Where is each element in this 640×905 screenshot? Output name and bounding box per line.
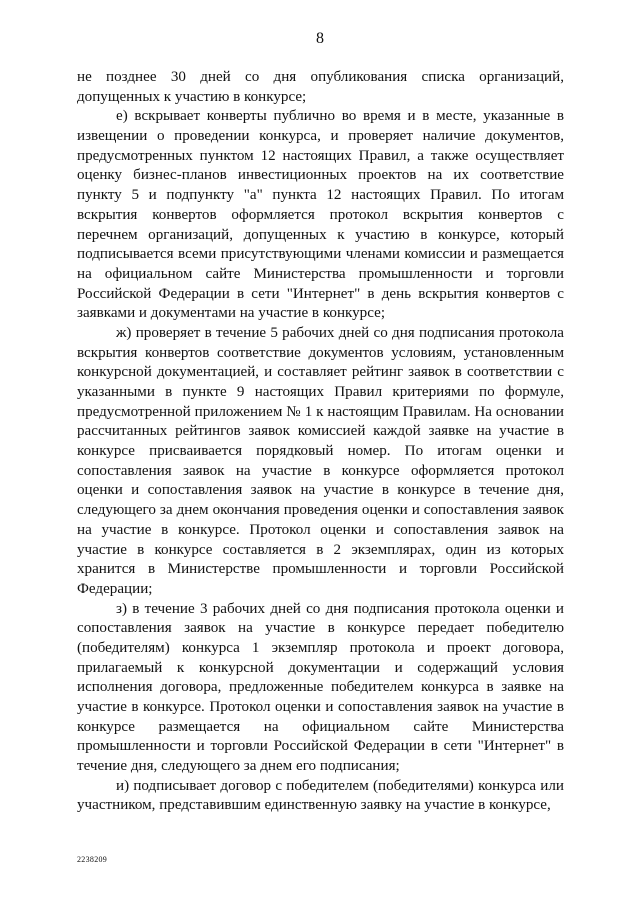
text-line: пункту 5 и подпункту "а" пункта 12 настоящих Правил. По итогам [77,187,564,204]
paragraph [77,777,564,816]
text-line: вскрытия конвертов соответствие документов условиям, установленным [77,344,564,361]
text-line: исполнения договора, предложенные победителем конкурса в заявке на [77,679,564,696]
text-line: промышленности и торговли Российской Федерации в сети "Интернет" в [77,738,564,755]
text-line: прилагаемый к конкурсной документации и содержащий условия [77,659,564,676]
text-line: на участие в конкурсе. Протокол оценки и сопоставления заявок на [77,521,564,538]
text-line: оценки и сопоставления заявок на участие в конкурсе в течение дня, [77,482,564,499]
text-line: конкурсе размещается на официальном сайте Министерства [77,718,564,735]
text-line: на официальном сайте Министерства промышленности и торговли [77,265,564,282]
text-line: сопоставления заявок на участие в конкурсе передает победителю [77,620,564,637]
text-line: хранится в Министерстве промышленности и торговли Российской [77,561,564,578]
text-line: рассчитанных рейтингов заявок комиссией каждой заявке на участие в [77,423,564,440]
text-line: участие в конкурсе. Протокол оценки и сопоставления заявок на участие в [77,699,564,715]
text-line: з) в течение 3 рабочих дней со дня подписания протокола оценки и [116,600,564,617]
document-code: 2238209 [77,855,108,864]
paragraph [77,107,564,324]
text-line: извещении о проведении конкурса, и проверяет наличие документов, [77,128,564,145]
text-line: е) вскрывает конверты публично во время и в месте, указанные в [116,108,564,125]
text-line: участие в конкурсе составляется в 2 экземплярах, один из которых [77,541,564,558]
text-line: сопоставления заявок на участие в конкурсе оформляется протокол [77,462,564,479]
text-line: (победителям) конкурса 1 экземпляр протокола и проект договора, [77,639,564,656]
text-line: подписывается всеми присутствующими членами комиссии и размещается [77,246,564,263]
text-line: течение дня, следующего за днем его подписания; [77,758,400,775]
text-line: вскрытия конвертов оформляется протокол вскрытия конвертов с [77,206,564,223]
text-line: конкурсной документацией, и составляет рейтинг заявок в соответствии с [77,364,564,381]
text-line: оценку бизнес-планов инвестиционных проектов на их соответствие [77,167,564,184]
text-line: ж) проверяет в течение 5 рабочих дней со дня подписания протокола [116,324,564,341]
paragraph [77,68,564,107]
text-line: заявками и документами на участие в конкурсе; [77,305,386,322]
text-line: не позднее 30 дней со дня опубликования списка организаций, [77,69,564,85]
page-number: 8 [316,30,324,47]
text-line: Федерации; [77,580,153,597]
text-line: указанными в пункте 9 настоящих Правил критериями по формуле, [77,384,564,400]
text-line: и) подписывает договор с победителем (победителями) конкурса или [116,777,564,794]
text-line: участником, представившим единственную заявку на участие в конкурсе, [77,797,551,814]
text-line: предусмотренных пунктом 12 настоящих Правил, а также осуществляет [77,147,564,164]
paragraph [77,324,564,600]
text-line: допущенных к участию в конкурсе; [77,88,307,105]
text-line: перечнем организаций, допущенных к участию в конкурсе, который [77,226,564,243]
text-line: Российской Федерации в сети "Интернет" в день вскрытия конвертов с [77,285,564,302]
text-line: предусмотренной приложением № 1 к настоящим Правилам. На основании [77,403,564,420]
text-line: конкурсе присваивается порядковый номер. По итогам оценки и [77,443,564,460]
text-line: следующего за днем окончания проведения оценки и сопоставления заявок [77,502,564,519]
document-body [77,68,564,816]
paragraph [77,600,564,777]
